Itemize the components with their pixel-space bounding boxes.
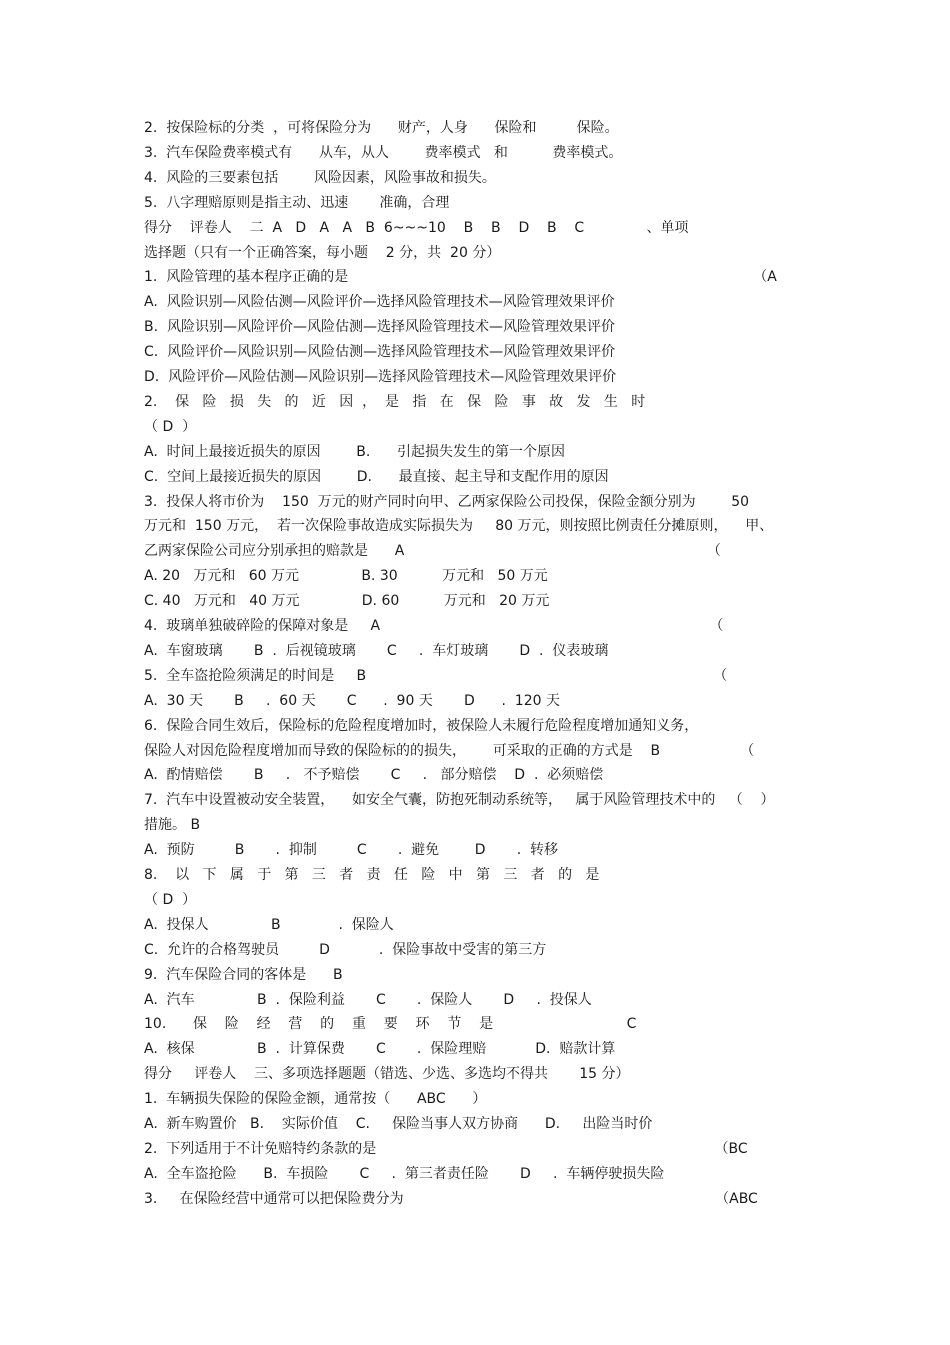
- text-line: 2. 下列适用于不计免赔特约条款的是 （BC: [144, 1140, 748, 1157]
- text-line: 3. 在保险经营中通常可以把保险费分为 （ABC: [144, 1190, 758, 1207]
- text-line: 乙两家保险公司应分别承担的赔款是 A （: [144, 543, 721, 560]
- text-line: （ D ）: [144, 891, 197, 908]
- text-line: A. 投保人 B . 保险人: [144, 916, 394, 933]
- text-line: 2. 保 险 损 失 的 近 因 ， 是 指 在 保 险 事 故 发 生 时: [144, 393, 646, 410]
- text-line: A. 新车购置价 B. 实际价值 C. 保险当事人双方协商 D. 出险当时价: [144, 1116, 653, 1132]
- text-line: 万元和 150 万元， 若一次保险事故造成实际损失为 80 万元，则按照比例责任分摊原则， 甲、: [144, 518, 774, 535]
- text-line: C. 空间上最接近损失的原因 D. 最直接、起主导和支配作用的原因: [144, 468, 609, 485]
- text-line: 2. 按保险标的分类 ，可将保险分为 财产，人身 保险和 保险。: [144, 120, 619, 136]
- text-line: 5. 八字理赔原则是指主动、迅速 准确，合理: [144, 194, 450, 211]
- text-line: A. 30 天 B . 60 天 C . 90 天 D . 120 天: [144, 692, 560, 709]
- text-line: C. 风险评价—风险识别—风险估测—选择风险管理技术—风险管理效果评价: [144, 344, 616, 361]
- text-line: A. 酌情赔偿 B . 不予赔偿 C . 部分赔偿 D . 必须赔偿: [144, 767, 604, 784]
- text-line: 8. 以 下 属 于 第 三 者 责 任 险 中 第 三 者 的 是: [144, 867, 600, 883]
- text-line: 4. 风险的三要素包括 风险因素，风险事故和损失。: [144, 169, 496, 186]
- text-line: B. 风险识别—风险评价—风险估测—选择风险管理技术—风险管理效果评价: [144, 319, 615, 336]
- text-line: 7. 汽车中设置被动安全装置， 如安全气囊，防抱死制动系统等， 属于风险管理技术中的 （ ）: [144, 792, 775, 809]
- text-line: A. 车窗玻璃 B . 后视镜玻璃 C . 车灯玻璃 D . 仪表玻璃: [144, 642, 609, 659]
- text-line: A. 风险识别—风险估测—风险评价—选择风险管理技术—风险管理效果评价: [144, 294, 615, 311]
- text-line: 选择题（只有一个正确答案，每小题 2 分，共 20 分）: [144, 244, 501, 261]
- text-line: （ D ）: [144, 418, 197, 435]
- text-line: 4. 玻璃单独破碎险的保障对象是 A （: [144, 618, 724, 634]
- text-line: 9. 汽车保险合同的客体是 B: [144, 966, 343, 983]
- text-line: A. 预防 B . 抑制 C . 避免 D . 转移: [144, 842, 559, 859]
- text-line: A. 全车盗抢险 B. 车损险 C . 第三者责任险 D . 车辆停驶损失险: [144, 1165, 665, 1182]
- text-line: D. 风险评价—风险估测—风险识别—选择风险管理技术—风险管理效果评价: [144, 369, 617, 385]
- text-line: 1. 风险管理的基本程序正确的是 （A: [144, 269, 777, 286]
- text-line: A. 核保 B . 计算保费 C . 保险理赔 D. 赔款计算: [144, 1041, 616, 1058]
- text-line: 措施。 B: [144, 817, 201, 834]
- text-line: 5. 全车盗抢险须满足的时间是 B （: [144, 667, 728, 684]
- text-line: 得分 评卷人 三、多项选择题题（错选、少选、多选均不得共 15 分）: [144, 1066, 630, 1083]
- text-line: 10. 保 险 经 营 的 重 要 环 节 是 C: [144, 1016, 637, 1033]
- text-line: 保险人对因危险程度增加而导致的保险标的的损失， 可采取的正确的方式是 B （: [144, 742, 755, 759]
- text-line: 1. 车辆损失保险的保险金额，通常按（ ABC ）: [144, 1091, 487, 1108]
- text-line: C. 允许的合格驾驶员 D . 保险事故中受害的第三方: [144, 941, 547, 958]
- text-line: C. 40 万元和 40 万元 D. 60 万元和 20 万元: [144, 593, 550, 610]
- text-line: 3. 投保人将市价为 150 万元的财产同时向甲、乙两家保险公司投保，保险金额分别为 50: [144, 493, 750, 510]
- text-line: A. 时间上最接近损失的原因 B. 引起损失发生的第一个原因: [144, 443, 566, 460]
- text-line: 3. 汽车保险费率模式有 从车，从人 费率模式 和 费率模式。: [144, 144, 623, 161]
- text-line: A. 汽车 B . 保险利益 C . 保险人 D . 投保人: [144, 991, 592, 1008]
- text-line: 6. 保险合同生效后，保险标的危险程度增加时，被保险人未履行危险程度增加通知义务，: [144, 717, 699, 734]
- text-line: 得分 评卷人 二 A D A A B 6~~~10 B B D B C 、单项: [144, 219, 689, 236]
- text-line: A. 20 万元和 60 万元 B. 30 万元和 50 万元: [144, 568, 548, 585]
